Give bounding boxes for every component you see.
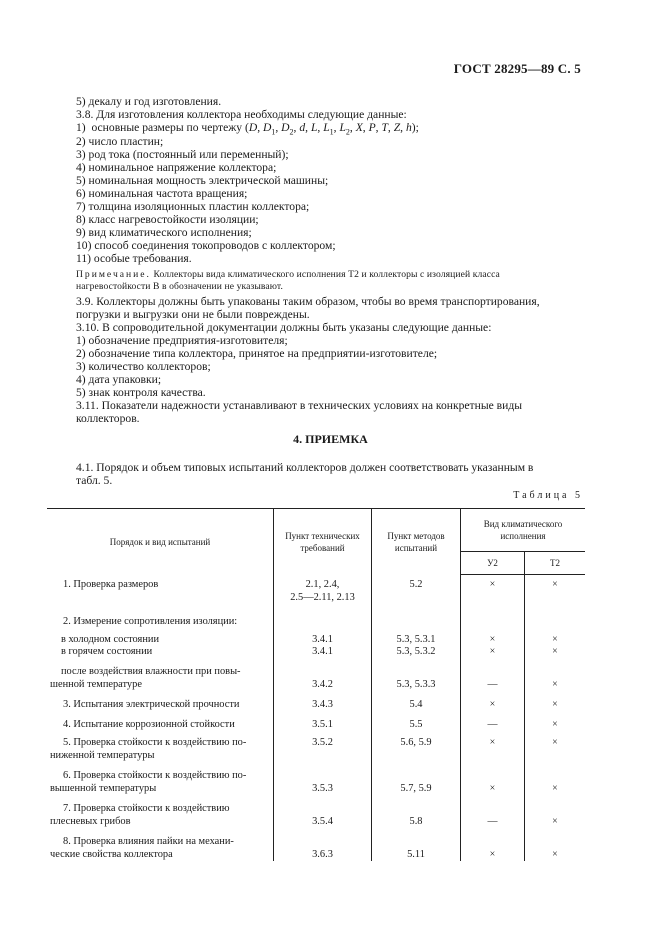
list-item: 9) вид климатического исполнения; <box>76 226 252 239</box>
paragraph-3-9: 3.9. Коллекторы должны быть упакованы таким образом, чтобы во время транспортирования, <box>76 295 540 308</box>
cell-t2: × <box>552 815 558 827</box>
table-row <box>47 591 585 604</box>
paragraph-3-8: 3.8. Для изготовления коллектора необходимы следующие данные: <box>76 108 407 121</box>
cell-u2: × <box>461 628 525 646</box>
header-u2: У2 <box>461 552 525 575</box>
table-row <box>47 762 585 782</box>
cell-tech: 3.5.3 <box>274 782 372 795</box>
cell-test: ческие свойства коллектора <box>47 848 274 861</box>
list-item: 10) способ соединения токопроводов с коллектором; <box>76 239 336 252</box>
table-caption: Таблица 5 <box>513 490 583 501</box>
cell-method: 5.11 <box>372 848 461 861</box>
paragraph-4-1-cont: табл. 5. <box>76 474 113 487</box>
note-text-2: нагревостойкости В в обозначении не указывают. <box>76 281 283 292</box>
cell-u2: — <box>461 678 525 691</box>
list-item: 6) номинальная частота вращения; <box>76 187 248 200</box>
cell-test: в холодном состоянии <box>47 628 274 646</box>
list-item-text: 1) основные размеры по чертежу (D, $D_1$, $D_2$, d, L, $L_1$, $L_2$, X, P, T, Z, h); <box>76 121 419 137</box>
list-item: 1) обозначение предприятия-изготовителя; <box>76 334 288 347</box>
cell-test: 1. Проверка размеров <box>47 575 274 591</box>
cell-method: 5.6, 5.9 <box>372 731 461 749</box>
table-row <box>47 731 585 749</box>
paragraph-3-9-cont: погрузки и выгрузки они не были повреждены. <box>76 308 310 321</box>
table-row <box>47 628 585 646</box>
cell-test: 2. Измерение сопротивления изоляции: <box>47 604 274 628</box>
page-header: ГОСТ 28295—89 С. 5 <box>453 61 581 76</box>
table-row <box>47 575 585 591</box>
cell-test: после воздействия влажности при повы- <box>47 658 274 678</box>
cell-t2: × <box>552 736 558 748</box>
table-row <box>47 711 585 731</box>
note-text: Коллекторы вида климатического исполнения Т2 и коллекторы с изоляцией класса <box>153 269 500 280</box>
list-item: 2) обозначение типа коллектора, принятое на предприятии-изготовителе; <box>76 347 438 360</box>
note-label: Примечание. <box>76 269 151 280</box>
cell-test: плесневых грибов <box>47 815 274 828</box>
cell-tech: 3.5.2 <box>274 731 372 749</box>
list-item: 7) толщина изоляционных пластин коллектора; <box>76 200 310 213</box>
paragraph-3-11: 3.11. Показатели надежности устанавливают в технических условиях на конкретные виды <box>76 399 523 412</box>
list-item: 5) декалу и год изготовления. <box>76 95 222 108</box>
header-test: Порядок и вид испытаний <box>47 509 274 575</box>
cell-u2: — <box>461 815 525 828</box>
cell-t2: × <box>552 698 558 710</box>
table-row <box>47 678 585 691</box>
cell-u2: × <box>461 782 525 795</box>
header-tech: Пункт технических требований <box>274 509 372 575</box>
cell-method: 5.2 <box>372 575 461 591</box>
cell-test: 3. Испытания электрической прочности <box>47 691 274 711</box>
cell-test: вышенной температуры <box>47 782 274 795</box>
list-item: 5) номинальная мощность электрической машины; <box>76 174 329 187</box>
header-t2: Т2 <box>525 552 586 575</box>
cell-tech: 2.1, 2.4, <box>274 575 372 591</box>
list-item: 2) число пластин; <box>76 135 164 148</box>
list-item: 4) номинальное напряжение коллектора; <box>76 161 277 174</box>
cell-tech: 3.4.1 <box>274 628 372 646</box>
paragraph-3-10: 3.10. В сопроводительной документации должны быть указаны следующие данные: <box>76 321 492 334</box>
list-item: 3) количество коллекторов; <box>76 360 211 373</box>
cell-test: 7. Проверка стойкости к воздействию <box>47 795 274 815</box>
cell-t2: × <box>552 848 558 860</box>
cell-tech: 3.4.1 <box>274 646 372 658</box>
cell-method: 5.4 <box>372 691 461 711</box>
cell-tech: 2.5—2.11, 2.13 <box>274 591 372 604</box>
cell-test: шенной температуре <box>47 678 274 691</box>
list-item: 3) род тока (постоянный или переменный); <box>76 148 289 161</box>
cell-t2: × <box>552 578 558 590</box>
cell-test: 6. Проверка стойкости к воздействию по- <box>47 762 274 782</box>
cell-t2: × <box>552 645 558 657</box>
cell-tech: 3.5.1 <box>274 711 372 731</box>
cell-u2: — <box>461 711 525 731</box>
table-row <box>47 828 585 848</box>
table-row <box>47 795 585 815</box>
table-row <box>47 749 585 762</box>
cell-u2: × <box>461 731 525 749</box>
section-title: 4. ПРИЕМКА <box>293 432 368 446</box>
cell-t2: × <box>552 718 558 730</box>
cell-t2: × <box>552 782 558 794</box>
paragraph-3-11-cont: коллекторов. <box>76 412 140 425</box>
cell-method: 5.5 <box>372 711 461 731</box>
list-item: 5) знак контроля качества. <box>76 386 206 399</box>
cell-test: в горячем состоянии <box>47 646 274 658</box>
cell-tech: 3.4.2 <box>274 678 372 691</box>
table-row <box>47 782 585 795</box>
list-item: 4) дата упаковки; <box>76 373 162 386</box>
cell-method: 5.3, 5.3.2 <box>372 646 461 658</box>
cell-tech: 3.5.4 <box>274 815 372 828</box>
cell-test: 8. Проверка влияния пайки на механи- <box>47 828 274 848</box>
list-item: 11) особые требования. <box>76 252 192 265</box>
cell-t2: × <box>552 633 558 645</box>
header-climate: Вид климатического исполнения <box>461 509 586 552</box>
header-methods: Пункт методов испытаний <box>372 509 461 575</box>
cell-u2: × <box>461 691 525 711</box>
table-row <box>47 848 585 861</box>
cell-method: 5.3, 5.3.3 <box>372 678 461 691</box>
cell-u2: × <box>461 848 525 861</box>
paragraph-4-1: 4.1. Порядок и объем типовых испытаний коллекторов должен соответствовать указанным в <box>76 461 534 474</box>
cell-tech: 3.4.3 <box>274 691 372 711</box>
cell-u2: × <box>461 646 525 658</box>
cell-method: 5.8 <box>372 815 461 828</box>
cell-method: 5.3, 5.3.1 <box>372 628 461 646</box>
table-row <box>47 604 585 628</box>
cell-test: ниженной температуры <box>47 749 274 762</box>
cell-u2: × <box>461 575 525 591</box>
table-row <box>47 646 585 658</box>
table-row <box>47 815 585 828</box>
table-5 <box>47 508 585 861</box>
cell-test: 4. Испытание коррозионной стойкости <box>47 711 274 731</box>
cell-method: 5.7, 5.9 <box>372 782 461 795</box>
list-item: 8) класс нагревостойкости изоляции; <box>76 213 259 226</box>
table-row <box>47 658 585 678</box>
cell-tech: 3.6.3 <box>274 848 372 861</box>
cell-t2: × <box>552 678 558 690</box>
table-row <box>47 691 585 711</box>
cell-test: 5. Проверка стойкости к воздействию по- <box>47 731 274 749</box>
